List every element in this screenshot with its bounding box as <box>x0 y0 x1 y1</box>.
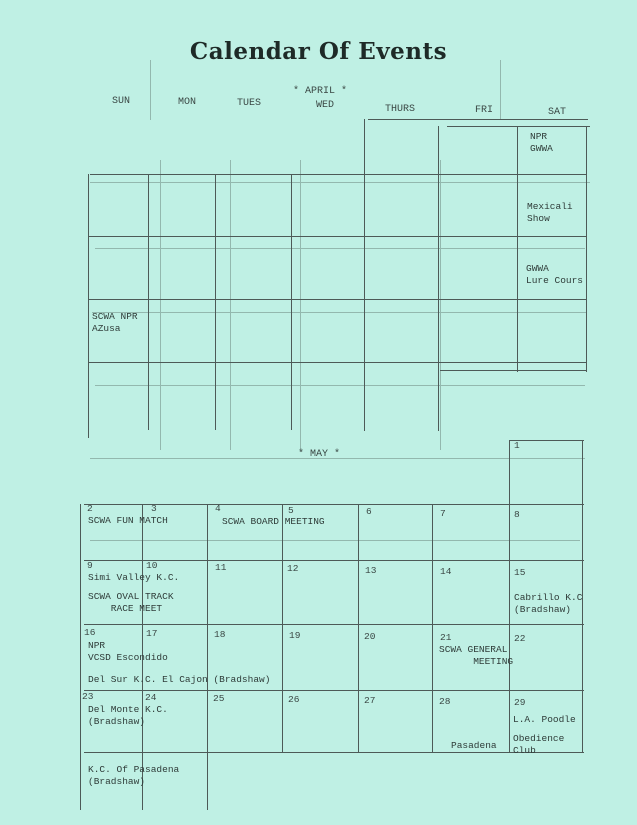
may-day-1: 1 <box>514 440 520 451</box>
april-day-sat: SAT <box>548 107 567 118</box>
event-obedience-club: Obedience Club <box>513 733 565 756</box>
may-day-12: 12 <box>287 563 299 574</box>
may-day-23: 23 <box>82 691 94 702</box>
may-day-24: 24 <box>145 692 157 703</box>
april-day-thurs: THURS <box>385 104 416 115</box>
event-scwa-fun-match: SCWA FUN MATCH <box>88 515 168 526</box>
april-day-fri: FRI <box>475 105 494 116</box>
event-del-sur-kc: Del Sur K.C. El Cajon (Bradshaw) <box>88 674 271 685</box>
may-day-18: 18 <box>214 629 226 640</box>
may-day-8: 8 <box>514 509 520 520</box>
april-day-mon: MON <box>178 97 197 108</box>
may-day-15: 15 <box>514 567 526 578</box>
event-la-poodle: L.A. Poodle <box>513 714 576 725</box>
event-npr-vcsd: NPR VCSD Escondido <box>88 640 168 663</box>
may-day-9: 9 <box>87 560 93 571</box>
may-month-label: * MAY * <box>298 449 341 460</box>
april-day-tues: TUES <box>237 98 262 109</box>
may-day-25: 25 <box>213 693 225 704</box>
event-simi-valley-kc: Simi Valley K.C. <box>88 572 180 583</box>
may-day-20: 20 <box>364 631 376 642</box>
may-day-21: 21 <box>440 632 452 643</box>
may-day-29: 29 <box>514 697 526 708</box>
event-pasadena: Pasadena <box>451 740 497 751</box>
may-day-14: 14 <box>440 566 452 577</box>
may-day-10: 10 <box>146 560 158 571</box>
event-cabrillo-kc: Cabrillo K.C (Bradshaw) <box>514 592 583 615</box>
april-sun-scwa: SCWA NPR AZusa <box>92 311 138 334</box>
may-day-22: 22 <box>514 633 526 644</box>
event-scwa-board-meeting: SCWA BOARD MEETING <box>222 516 325 527</box>
may-day-2: 2 <box>87 503 93 514</box>
event-del-monte-kc: Del Monte K.C. (Bradshaw) <box>88 704 168 727</box>
may-day-11: 11 <box>215 562 227 573</box>
april-month-label: * APRIL * <box>293 86 348 97</box>
april-day-sun: SUN <box>112 96 131 107</box>
event-scwa-general-meeting: SCWA GENERAL MEETING <box>439 644 514 667</box>
may-day-16: 16 <box>84 627 96 638</box>
may-day-17: 17 <box>146 628 158 639</box>
april-sat-gwwa: GWWA Lure Cours <box>526 263 584 286</box>
event-kc-of-pasadena: K.C. Of Pasadena (Bradshaw) <box>88 764 180 787</box>
may-day-28: 28 <box>439 696 451 707</box>
april-sat-npr: NPR GWWA <box>530 131 553 154</box>
may-day-5: 5 <box>288 505 294 516</box>
may-day-7: 7 <box>440 508 446 519</box>
page-title: Calendar Of Events <box>189 38 448 65</box>
may-day-4: 4 <box>215 503 221 514</box>
may-day-19: 19 <box>289 630 301 641</box>
may-day-27: 27 <box>364 695 376 706</box>
april-sat-mexicali: Mexicali Show <box>527 201 573 224</box>
may-day-3: 3 <box>151 503 157 514</box>
may-day-13: 13 <box>365 565 377 576</box>
event-scwa-oval-track: SCWA OVAL TRACK RACE MEET <box>88 591 174 614</box>
april-day-wed: WED <box>316 100 335 111</box>
may-day-6: 6 <box>366 506 372 517</box>
may-day-26: 26 <box>288 694 300 705</box>
